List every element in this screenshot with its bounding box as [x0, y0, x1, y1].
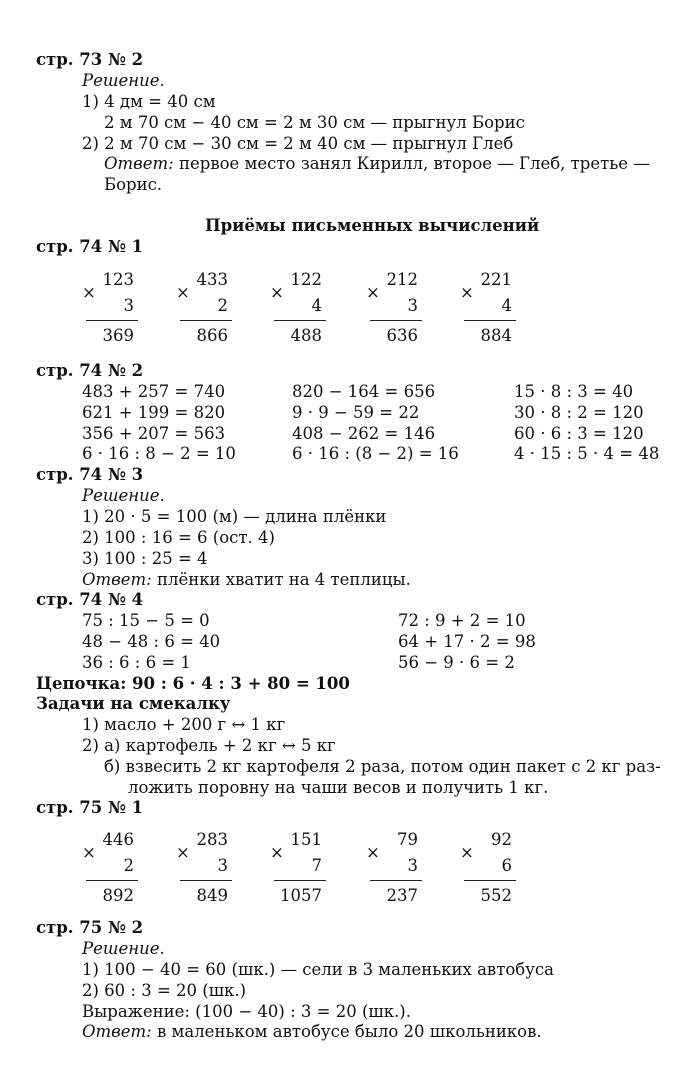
times-sign: × [460, 843, 474, 862]
multiplier: 3 [407, 856, 418, 875]
times-sign: × [176, 283, 190, 302]
multiplicand: 123 [102, 270, 134, 289]
title-75-1: стр. 75 № 1 [36, 798, 144, 817]
product: 488 [290, 326, 322, 345]
chain-expression: Цепочка: 90 : 6 · 4 : 3 + 80 = 100 [36, 674, 350, 693]
multiplier: 4 [501, 296, 512, 315]
sum-line [464, 320, 516, 321]
multiplicand: 92 [491, 830, 512, 849]
multiplier: 2 [123, 856, 134, 875]
product: 636 [386, 326, 418, 345]
multiplicand: 151 [290, 830, 322, 849]
equation: 820 − 164 = 656 [292, 382, 436, 401]
line: 1) 100 − 40 = 60 (шк.) — сели в 3 маленьких автобуса [82, 960, 554, 979]
equation: 56 − 9 · 6 = 2 [398, 653, 515, 672]
line: 1) масло + 200 г ↔ 1 кг [82, 715, 286, 734]
product: 237 [386, 886, 418, 905]
answer-label: Ответ: [82, 570, 152, 589]
answer-line [82, 570, 411, 590]
multiplicand: 446 [102, 830, 134, 849]
multiplication-column [176, 270, 266, 348]
multiplier: 3 [407, 296, 418, 315]
times-sign: × [270, 843, 284, 862]
multiplication-column [366, 830, 456, 908]
multiplicand: 79 [397, 830, 418, 849]
multiplier: 6 [501, 856, 512, 875]
equation: 30 · 8 : 2 = 120 [514, 403, 644, 422]
equation: 6 · 16 : (8 − 2) = 16 [292, 444, 459, 463]
solution-label: Решение. [82, 486, 165, 505]
product: 849 [196, 886, 228, 905]
equation: 408 − 262 = 146 [292, 424, 436, 443]
line: 2) а) картофель + 2 кг ↔ 5 кг [82, 736, 336, 755]
product: 892 [102, 886, 134, 905]
answer-text: первое место занял Кирилл, второе — Глеб, третье — [173, 154, 650, 173]
line: 1) 4 дм = 40 см [82, 92, 216, 111]
equation: 48 − 48 : 6 = 40 [82, 632, 221, 651]
sum-line [370, 320, 422, 321]
multiplication-column [270, 830, 360, 908]
equation: 621 + 199 = 820 [82, 403, 226, 422]
times-sign: × [176, 843, 190, 862]
equation: 60 · 6 : 3 = 120 [514, 424, 644, 443]
line: 2 м 70 см − 40 см = 2 м 30 см — прыгнул Борис [104, 113, 525, 132]
multiplier: 3 [217, 856, 228, 875]
multiplier: 2 [217, 296, 228, 315]
sum-line [86, 880, 138, 881]
sum-line [370, 880, 422, 881]
times-sign: × [460, 283, 474, 302]
equation: 6 · 16 : 8 − 2 = 10 [82, 444, 236, 463]
title-74-3: стр. 74 № 3 [36, 465, 144, 484]
product: 866 [196, 326, 228, 345]
multiplication-column [460, 830, 550, 908]
multiplicand: 212 [386, 270, 418, 289]
product: 552 [480, 886, 512, 905]
title-74-1: стр. 74 № 1 [36, 237, 144, 256]
equation: 15 · 8 : 3 = 40 [514, 382, 634, 401]
line: б) взвесить 2 кг картофеля 2 раза, потом один пакет с 2 кг раз- [104, 757, 661, 776]
section-title: Приёмы письменных вычислений [205, 216, 540, 235]
equation: 72 : 9 + 2 = 10 [398, 611, 526, 630]
sum-line [464, 880, 516, 881]
line: 3) 100 : 25 = 4 [82, 549, 208, 568]
title-73-2: стр. 73 № 2 [36, 50, 144, 69]
multiplication-column [460, 270, 550, 348]
multiplication-column [82, 270, 172, 348]
times-sign: × [82, 843, 96, 862]
multiplier: 3 [123, 296, 134, 315]
times-sign: × [366, 843, 380, 862]
multiplicand: 122 [290, 270, 322, 289]
product: 369 [102, 326, 134, 345]
equation: 4 · 15 : 5 · 4 = 48 [514, 444, 660, 463]
multiplier: 4 [311, 296, 322, 315]
multiplication-column [176, 830, 266, 908]
answer-label: Ответ: [104, 154, 174, 173]
sum-line [274, 320, 326, 321]
title-75-2: стр. 75 № 2 [36, 918, 144, 937]
line: 1) 20 · 5 = 100 (м) — длина плёнки [82, 507, 387, 526]
times-sign: × [82, 283, 96, 302]
line: 2) 60 : 3 = 20 (шк.) [82, 981, 247, 1000]
answer-line [82, 1022, 542, 1042]
multiplicand: 433 [196, 270, 228, 289]
line: ложить поровну на чаши весов и получить 1 кг. [128, 778, 549, 797]
multiplicand: 283 [196, 830, 228, 849]
line: 2) 2 м 70 см − 30 см = 2 м 40 см — прыгнул Глеб [82, 134, 514, 153]
solution-label: Решение. [82, 71, 165, 90]
multiplication-column [82, 830, 172, 908]
sum-line [180, 880, 232, 881]
title-74-4: стр. 74 № 4 [36, 590, 144, 609]
answer-line [104, 154, 676, 174]
solution-label: Решение. [82, 939, 165, 958]
smekalka-title: Задачи на смекалку [36, 694, 231, 713]
product: 884 [480, 326, 512, 345]
times-sign: × [366, 283, 380, 302]
equation: 356 + 207 = 563 [82, 424, 226, 443]
multiplier: 7 [311, 856, 322, 875]
title-74-2: стр. 74 № 2 [36, 361, 144, 380]
answer-text: в маленьком автобусе было 20 школьников. [151, 1022, 542, 1041]
product: 1057 [280, 886, 322, 905]
times-sign: × [270, 283, 284, 302]
sum-line [86, 320, 138, 321]
equation: 483 + 257 = 740 [82, 382, 226, 401]
multiplication-column [270, 270, 360, 348]
equation: 36 : 6 : 6 = 1 [82, 653, 191, 672]
line: 2) 100 : 16 = 6 (ост. 4) [82, 528, 275, 547]
equation: 75 : 15 − 5 = 0 [82, 611, 210, 630]
answer-continuation: Борис. [104, 175, 163, 194]
equation: 64 + 17 · 2 = 98 [398, 632, 536, 651]
multiplicand: 221 [480, 270, 512, 289]
line: Выражение: (100 − 40) : 3 = 20 (шк.). [82, 1002, 411, 1021]
sum-line [180, 320, 232, 321]
answer-label: Ответ: [82, 1022, 152, 1041]
multiplication-column [366, 270, 456, 348]
answer-text: плёнки хватит на 4 теплицы. [151, 570, 411, 589]
sum-line [274, 880, 326, 881]
equation: 9 · 9 − 59 = 22 [292, 403, 420, 422]
